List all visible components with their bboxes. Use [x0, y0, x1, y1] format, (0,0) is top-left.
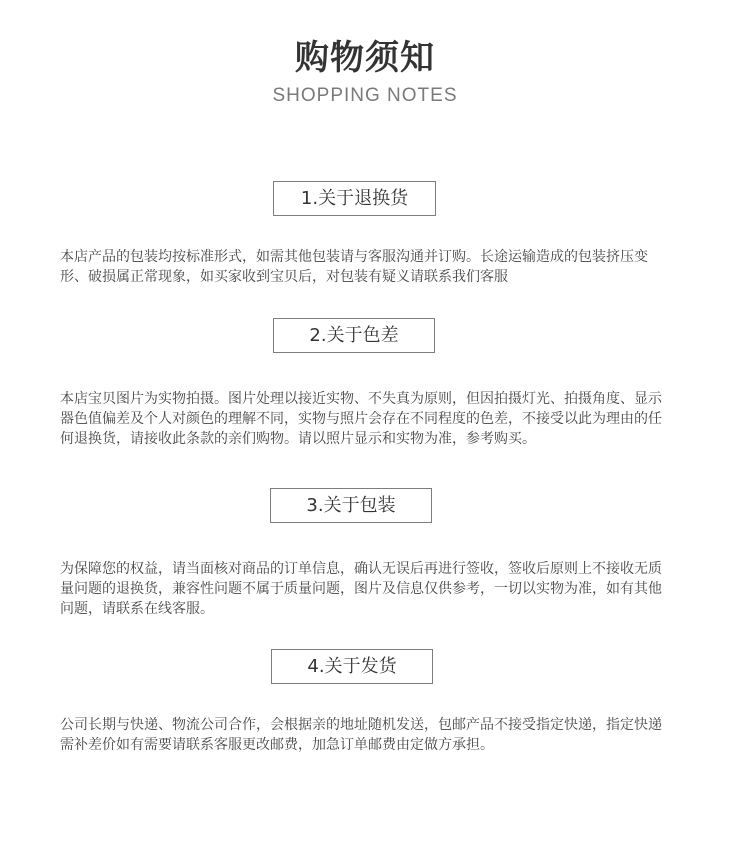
page-title: 购物须知 [295, 38, 435, 78]
section-heading-color-difference: 2.关于色差 [273, 318, 435, 353]
section-body-packaging: 为保障您的权益，请当面核对商品的订单信息，确认无误后再进行签收，签收后原则上不接收无质量问题的退换货，兼容性问题不属于质量问题，图片及信息仅供参考，一切以实物为准，如有其他问题，请联系在线客服。 [60, 561, 662, 617]
section-heading-shipping: 4.关于发货 [271, 649, 433, 684]
page-subtitle: SHOPPING NOTES [272, 85, 458, 106]
section-heading-packaging: 3.关于包装 [270, 488, 432, 523]
section-body-returns: 本店产品的包装均按标准形式，如需其他包装请与客服沟通并订购。长途运输造成的包装挤压变形、破损属正常现象，如买家收到宝贝后，对包装有疑义请联系我们客服 [60, 249, 648, 285]
section-body-color-difference: 本店宝贝图片为实物拍摄。图片处理以接近实物、不失真为原则，但因拍摄灯光、拍摄角度、显示器色值偏差及个人对颜色的理解不同，实物与照片会存在不同程度的色差，不接受以此为理由的任何退换货，请接收此条款的亲们购物。请以照片显示和实物为准，参考购买。 [60, 391, 662, 447]
section-body-shipping: 公司长期与快递、物流公司合作，会根据亲的地址随机发送，包邮产品不接受指定快递，指定快递需补差价如有需要请联系客服更改邮费，加急订单邮费由定做方承担。 [60, 717, 662, 753]
section-heading-returns: 1.关于退换货 [273, 181, 436, 216]
